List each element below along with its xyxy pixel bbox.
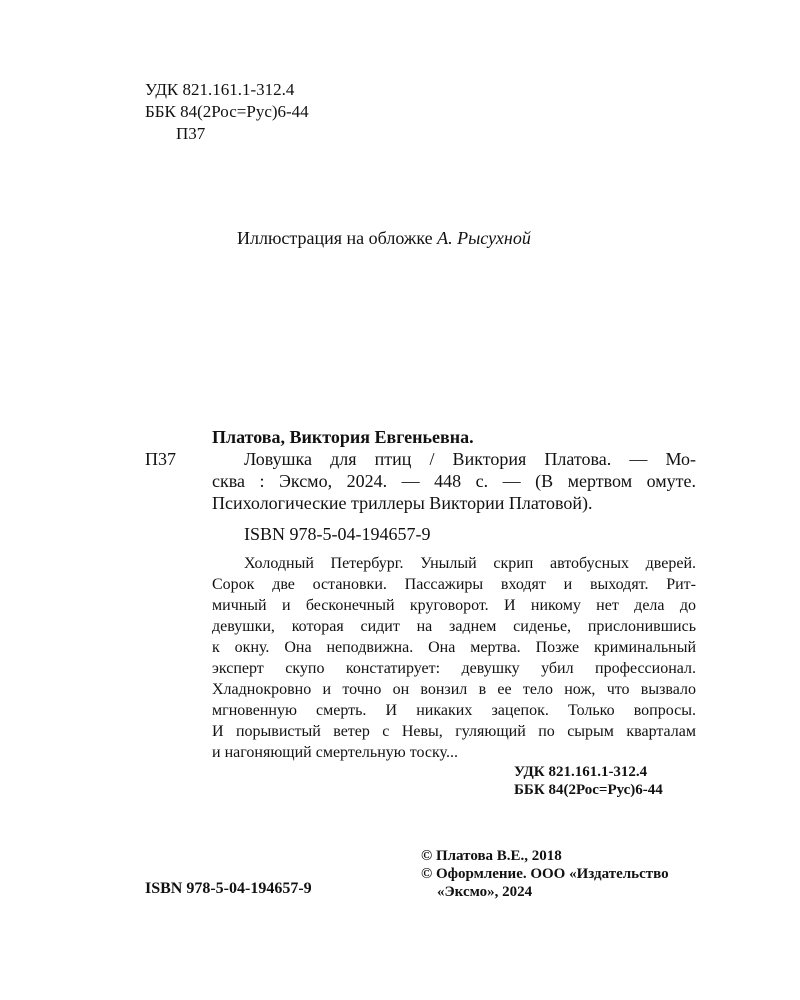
description-line: Психологические триллеры Виктории Платовой). (212, 493, 593, 513)
record-bbk-code: ББК 84(2Рос=Рус)6-44 (514, 782, 663, 798)
description-line: сква : Эксмо, 2024. — 448 с. — (В мертвом омуте. (212, 471, 696, 491)
annotation-line: и нагоняющий смертельную тоску... (212, 744, 458, 761)
author-mark: П37 (176, 124, 206, 143)
annotation-line: И порывистый ветер с Невы, гуляющий по сырым кварталам (212, 723, 696, 740)
annotation-line: мичный и бесконечный круговорот. И никому нет дела до (212, 597, 696, 614)
copyright-design-cont: «Эксмо», 2024 (437, 884, 533, 900)
author-heading: Платова, Виктория Евгеньевна. (212, 427, 474, 447)
annotation-line: Холодный Петербург. Унылый скрип автобусных дверей. (244, 555, 696, 572)
annotation-line: девушки, которая сидит на заднем сиденье, прислонившись (212, 618, 696, 635)
copyright-design: © Оформление. ООО «Издательство (421, 866, 669, 882)
annotation-line: мгновенную смерть. И никаких зацепок. Только вопросы. (212, 702, 696, 719)
illustration-credit-prefix: Иллюстрация на обложке (237, 228, 433, 248)
record-isbn: ISBN 978-5-04-194657-9 (244, 524, 431, 544)
footer-isbn: ISBN 978-5-04-194657-9 (145, 880, 312, 897)
record-udk-code: УДК 821.161.1-312.4 (514, 764, 648, 780)
illustration-artist: А. Рысухной (437, 228, 531, 248)
description-line: Ловушка для птиц / Виктория Платова. — Мо- (244, 449, 696, 469)
annotation-line: к окну. Она неподвижна. Она мертва. Позже криминальный (212, 639, 696, 656)
annotation-line: Сорок две остановки. Пассажиры входят и выходят. Рит- (212, 576, 696, 593)
annotation-line: Хладнокровно и точно он вонзил в ее тело нож, что вызвало (212, 681, 696, 698)
record-author-mark: П37 (145, 449, 176, 469)
illustration-credit (237, 228, 531, 249)
bbk-code: ББК 84(2Рос=Рус)6-44 (145, 102, 309, 121)
udk-code: УДК 821.161.1-312.4 (145, 80, 295, 99)
annotation-line: эксперт скупо констатирует: девушку убил профессионал. (212, 660, 696, 677)
copyright-author: © Платова В.Е., 2018 (421, 848, 562, 864)
